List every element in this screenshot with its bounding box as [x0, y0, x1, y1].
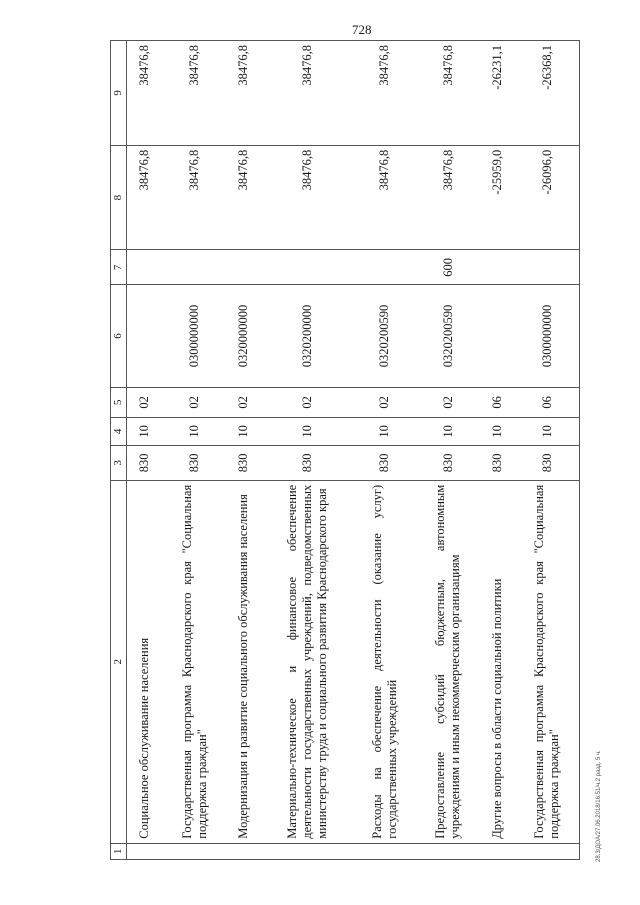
table-row [515, 41, 579, 860]
table-row [416, 41, 479, 860]
cell-col-8: 38476,8 [226, 145, 261, 250]
cell-col-3: 830 [262, 445, 353, 480]
cell-col-4: 10 [127, 417, 163, 445]
row-name: Другие вопросы в области социальной политики [480, 480, 515, 843]
header-cell: 9 [111, 41, 127, 146]
cell-col-5: 02 [416, 387, 479, 417]
cell-col-9: 38476,8 [163, 41, 226, 146]
cell-col-7: 600 [416, 250, 479, 285]
header-cell: 6 [111, 285, 127, 387]
header-cell: 2 [111, 480, 127, 843]
cell-col-1 [416, 843, 479, 859]
table-row [226, 41, 261, 860]
cell-col-7 [226, 250, 261, 285]
cell-col-6 [480, 285, 515, 387]
cell-col-4: 10 [226, 417, 261, 445]
cell-col-6: 0300000000 [163, 285, 226, 387]
table-row [353, 41, 416, 860]
cell-col-3: 830 [163, 445, 226, 480]
cell-col-4: 10 [262, 417, 353, 445]
cell-col-7 [163, 250, 226, 285]
footer-note: 28.3/ДОА/27.06.2018/16:51/ч.2 разд. 5 ч. [596, 750, 602, 862]
table-row [127, 41, 163, 860]
cell-col-6: 0300000000 [515, 285, 579, 387]
cell-col-5: 02 [163, 387, 226, 417]
cell-col-8: 38476,8 [163, 145, 226, 250]
cell-col-7 [127, 250, 163, 285]
header-cell: 3 [111, 445, 127, 480]
cell-col-8: 38476,8 [262, 145, 353, 250]
cell-col-3: 830 [515, 445, 579, 480]
header-cell: 7 [111, 250, 127, 285]
cell-col-6: 0320200000 [262, 285, 353, 387]
budget-table [110, 40, 580, 860]
cell-col-8: 38476,8 [353, 145, 416, 250]
row-name: Социальное обслуживание населения [127, 480, 163, 843]
table-row [480, 41, 515, 860]
row-name: Материально-техническое и финансовое обеспечение деятельности государственных учреждений, подведомственных министерству труда и социального развития Краснодарского края [262, 480, 353, 843]
cell-col-4: 10 [480, 417, 515, 445]
cell-col-1 [480, 843, 515, 859]
cell-col-6: 0320200590 [416, 285, 479, 387]
cell-col-8: 38476,8 [127, 145, 163, 250]
cell-col-1 [226, 843, 261, 859]
header-cell: 8 [111, 145, 127, 250]
row-name: Предоставление субсидий бюджетным, автономным учреждениям и иным некоммерческим организациям [416, 480, 479, 843]
header-cell: 1 [111, 843, 127, 859]
cell-col-1 [127, 843, 163, 859]
cell-col-5: 02 [226, 387, 261, 417]
budget-table-rotated [110, 40, 580, 860]
cell-col-1 [515, 843, 579, 859]
header-cell: 4 [111, 417, 127, 445]
cell-col-4: 10 [515, 417, 579, 445]
header-row [111, 41, 127, 860]
cell-col-3: 830 [353, 445, 416, 480]
cell-col-3: 830 [416, 445, 479, 480]
row-name: Государственная программа Краснодарского края "Социальная поддержка граждан" [515, 480, 579, 843]
cell-col-7 [262, 250, 353, 285]
cell-col-9: -26368,1 [515, 41, 579, 146]
row-name: Модернизация и развитие социального обслуживания населения [226, 480, 261, 843]
row-name: Расходы на обеспечение деятельности (оказание услуг) государственных учреждений [353, 480, 416, 843]
cell-col-5: 06 [515, 387, 579, 417]
cell-col-5: 02 [353, 387, 416, 417]
cell-col-9: 38476,8 [353, 41, 416, 146]
cell-col-9: 38476,8 [127, 41, 163, 146]
cell-col-6 [127, 285, 163, 387]
cell-col-5: 02 [127, 387, 163, 417]
header-cell: 5 [111, 387, 127, 417]
cell-col-7 [515, 250, 579, 285]
cell-col-7 [480, 250, 515, 285]
cell-col-9: -26231,1 [480, 41, 515, 146]
cell-col-5: 02 [262, 387, 353, 417]
cell-col-9: 38476,8 [416, 41, 479, 146]
cell-col-8: -26096,0 [515, 145, 579, 250]
cell-col-8: -25959,0 [480, 145, 515, 250]
table-row [163, 41, 226, 860]
cell-col-8: 38476,8 [416, 145, 479, 250]
cell-col-1 [262, 843, 353, 859]
cell-col-7 [353, 250, 416, 285]
cell-col-4: 10 [353, 417, 416, 445]
cell-col-3: 830 [226, 445, 261, 480]
cell-col-6: 0320000000 [226, 285, 261, 387]
page-number: 728 [352, 22, 372, 37]
cell-col-6: 0320200590 [353, 285, 416, 387]
cell-col-4: 10 [416, 417, 479, 445]
cell-col-3: 830 [127, 445, 163, 480]
table-row [262, 41, 353, 860]
cell-col-5: 06 [480, 387, 515, 417]
cell-col-1 [163, 843, 226, 859]
cell-col-1 [353, 843, 416, 859]
cell-col-4: 10 [163, 417, 226, 445]
cell-col-9: 38476,8 [262, 41, 353, 146]
cell-col-3: 830 [480, 445, 515, 480]
cell-col-9: 38476,8 [226, 41, 261, 146]
row-name: Государственная программа Краснодарского края "Социальная поддержка граждан" [163, 480, 226, 843]
